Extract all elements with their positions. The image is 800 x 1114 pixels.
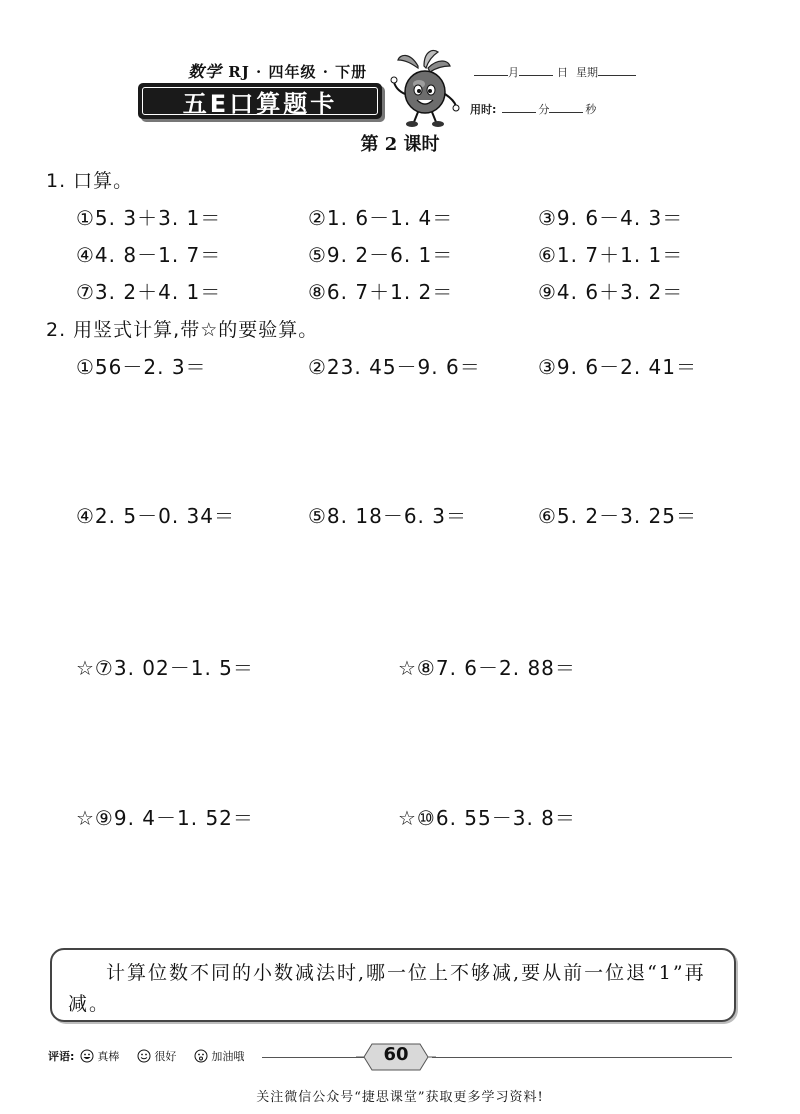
s2-problem-8: ☆⑧7. 6－2. 88＝: [398, 656, 576, 680]
title-banner: [138, 83, 382, 119]
s1-problem-8: ⑧6. 7＋1. 2＝: [308, 280, 454, 304]
review-option-cheer[interactable]: [194, 1048, 244, 1064]
s2-problem-5: ⑤8. 18－6. 3＝: [308, 504, 467, 528]
time-label: 用时:: [470, 103, 497, 116]
s1-problem-1: ①5. 3＋3. 1＝: [76, 206, 222, 230]
s2-problem-10: ☆⑩6. 55－3. 8＝: [398, 806, 576, 830]
review-good-label: 很好: [154, 1050, 177, 1063]
face-cheer-icon: [194, 1049, 208, 1063]
month-label: 月: [508, 66, 519, 79]
s2-problem-1: ①56－2. 3＝: [76, 355, 207, 379]
page-number: 60: [383, 1044, 409, 1065]
s2-problem-9: ☆⑨9. 4－1. 52＝: [76, 806, 254, 830]
face-great-icon: [80, 1049, 94, 1063]
review-bar: [48, 1048, 256, 1064]
s1-problem-7: ⑦3. 2＋4. 1＝: [76, 280, 222, 304]
s2-problem-4: ④2. 5－0. 34＝: [76, 504, 235, 528]
s1-problem-6: ⑥1. 7＋1. 1＝: [538, 243, 684, 267]
review-option-great[interactable]: [80, 1048, 119, 1064]
date-line: [474, 64, 636, 80]
minute-blank[interactable]: [502, 102, 536, 113]
review-option-good[interactable]: [137, 1048, 176, 1064]
day-blank[interactable]: [519, 65, 553, 76]
s1-problem-3: ③9. 6－4. 3＝: [538, 206, 684, 230]
s2-problem-2: ②23. 45－9. 6＝: [308, 355, 481, 379]
tip-text: 计算位数不同的小数减法时,哪一位上不够减,要从前一位退“1”再减。: [68, 962, 706, 1015]
weekday-label: 星期: [576, 66, 598, 79]
footer-rule-left: [262, 1057, 364, 1058]
footer-note: 关注微信公众号“捷思课堂”获取更多学习资料!: [256, 1090, 544, 1105]
review-label: 评语:: [48, 1050, 75, 1063]
section1-title: 1. 口算。: [46, 170, 134, 192]
section2-title: 2. 用竖式计算,带☆的要验算。: [46, 319, 319, 341]
s2-problem-3: ③9. 6－2. 41＝: [538, 355, 697, 379]
tip-box: [50, 948, 736, 1022]
month-blank[interactable]: [474, 65, 508, 76]
s2-problem-6: ⑥5. 2－3. 25＝: [538, 504, 697, 528]
edition: RJ · 四年级 · 下册: [228, 63, 368, 81]
review-great-label: 真棒: [97, 1050, 120, 1063]
mascot-icon: [388, 48, 462, 128]
subject-name: 数学: [188, 62, 223, 81]
lesson-title: 第 2 课时: [360, 134, 440, 155]
s1-problem-2: ②1. 6－1. 4＝: [308, 206, 454, 230]
face-good-icon: [137, 1049, 151, 1063]
footer-rule-right: [432, 1057, 732, 1058]
second-label: 秒: [585, 103, 597, 116]
s1-problem-9: ⑨4. 6＋3. 2＝: [538, 280, 684, 304]
weekday-blank[interactable]: [598, 65, 636, 76]
minute-label: 分: [538, 103, 550, 116]
s2-problem-7: ☆⑦3. 02－1. 5＝: [76, 656, 254, 680]
time-line: [470, 101, 596, 117]
s1-problem-4: ④4. 8－1. 7＝: [76, 243, 222, 267]
review-cheer-label: 加油哦: [211, 1050, 245, 1063]
title-text: 五E口算题卡: [142, 87, 378, 115]
subject-line: [188, 59, 367, 82]
day-label: 日: [557, 66, 568, 79]
s1-problem-5: ⑤9. 2－6. 1＝: [308, 243, 454, 267]
second-blank[interactable]: [549, 102, 583, 113]
